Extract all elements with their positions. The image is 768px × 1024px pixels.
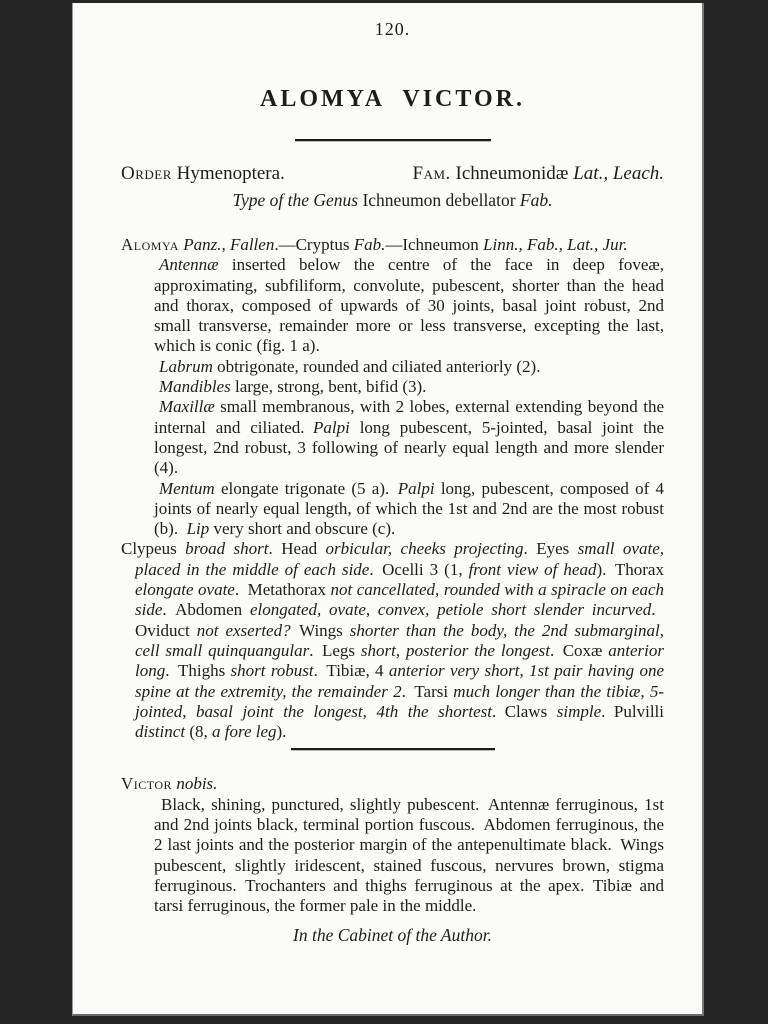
page-number: 120. [374, 19, 411, 39]
mandibles-paragraph: Mandibles large, strong, bent, bifid (3). [159, 377, 427, 397]
page-content [73, 3, 702, 946]
species-description-paragraph: Black, shining, punctured, slightly pubescent. Antennæ ferruginous, 1st and 2nd joints black, terminal portion fuscous. Abdomen ferruginous, the 2 last joints and the posterior margin of the antepenultimate black. Wings pubescent, slightly iridescent, stained fuscous, nervures brown, stigma ferruginous. Trochanters and thighs ferruginous at the apex. Tibiæ and tarsi ferruginous, the former pale in the middle. [154, 794, 664, 916]
species-heading: Victor nobis. [121, 774, 218, 794]
family-text: Fam. Ichneumonidæ Lat., Leach. [412, 163, 664, 184]
genus-description [121, 235, 664, 742]
antennae-paragraph: Antennæ inserted below the centre of the face in deep foveæ, approximating, subfiliform, convolute, pubescent, shorter than the head and thorax, composed of upwards of 30 joints, basal joint robust, 2nd small transverse, remainder more or less transverse, excepting the last, which is conic (fig. 1 a). [154, 255, 664, 356]
cabinet-footer: In the Cabinet of the Author. [293, 924, 492, 945]
order-family-line [121, 163, 664, 185]
labrum-paragraph: Labrum obtrigonate, rounded and ciliated anteriorly (2). [159, 356, 541, 376]
order-text: Order Hymenoptera. [121, 163, 285, 184]
species-description [121, 774, 664, 916]
mentum-paragraph: Mentum elongate trigonate (5 a). Palpi long, pubescent, composed of 4 joints of nearly equal length, of which the 1st and 2nd are the most robust (b). Lip very short and obscure (c). [154, 478, 665, 539]
clypeus-paragraph: Clypeus broad short. Head orbicular, cheeks projecting. Eyes small ovate, placed in the middle of each side. Ocelli 3 (1, front view of head). Thorax elongate ovate. Metathorax not cancellated, rounded with a spiracle on each side. Abdomen elongated, ovate, convex, petiole short slender incurved. Oviduct not exserted? Wings shorter than the body, the 2nd submarginal, cell small quinquangular. Legs short, posterior the longest. Coxæ anterior long. Thighs short robust. Tibiæ, 4 anterior very short, 1st pair having one spine at the extremity, the remainder 2. Tarsi much longer than the tibiæ, 5-jointed, basal joint the longest, 4th the shortest. Claws simple. Pulvilli distinct (8, a fore leg). [121, 539, 665, 742]
maxillae-paragraph: Maxillæ small membranous, with 2 lobes, external extending beyond the internal and ciliated. Palpi long pubescent, 5-jointed, basal joint the longest, 2nd robust, 3 following of nearly equal length and more slender (4). [154, 397, 664, 478]
book-page [72, 3, 704, 1016]
section-divider [291, 748, 495, 750]
type-of-genus-line: Type of the Genus Ichneumon debellator Fab. [232, 190, 553, 210]
synonymy-paragraph: Alomya Panz., Fallen.—Cryptus Fab.—Ichneumon Linn., Fab., Lat., Jur. [121, 235, 628, 254]
page-title: ALOMYA VICTOR. [260, 86, 525, 112]
title-divider [295, 139, 491, 141]
